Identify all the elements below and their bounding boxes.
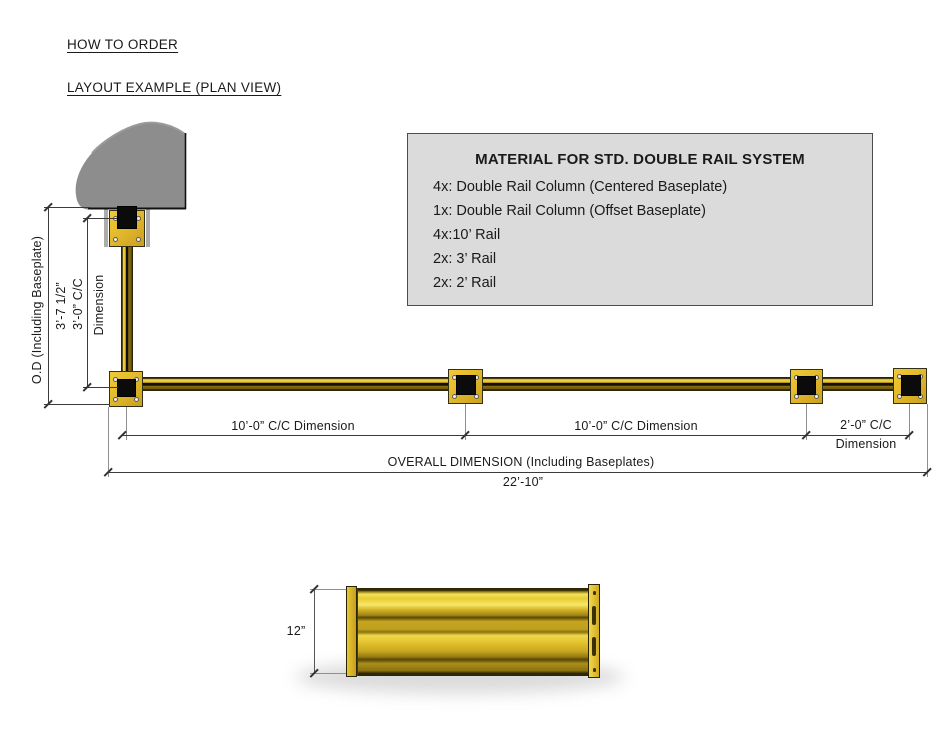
obstruction-shadow bbox=[104, 209, 108, 247]
rail-column-offset bbox=[117, 206, 137, 229]
layout-example-heading: LAYOUT EXAMPLE (PLAN VIEW) bbox=[67, 80, 282, 95]
cc-vertical-label-line1: 3’-0” C/C bbox=[71, 278, 85, 330]
overall-dimension-label: OVERALL DIMENSION (Including Baseplates) bbox=[387, 455, 655, 469]
extension-line bbox=[927, 404, 928, 477]
material-item: 1x: Double Rail Column (Offset Baseplate) bbox=[433, 203, 706, 219]
extension-line bbox=[310, 673, 348, 674]
rail-section-body bbox=[357, 588, 588, 676]
od-value: 3’-7 1/2” bbox=[54, 282, 68, 330]
rail-column-corner bbox=[117, 379, 136, 397]
overall-dimension-value: 22’-10” bbox=[502, 475, 544, 489]
material-item: 2x: 3’ Rail bbox=[433, 251, 497, 267]
rail-height-dimension-line bbox=[314, 589, 315, 673]
mounting-slot bbox=[592, 637, 596, 656]
mounting-slot bbox=[592, 606, 596, 625]
material-list-title: MATERIAL FOR STD. DOUBLE RAIL SYSTEM bbox=[475, 151, 805, 168]
extension-line bbox=[44, 404, 110, 405]
rivet bbox=[593, 668, 596, 672]
rail-column-end bbox=[901, 375, 921, 396]
bolt-hole bbox=[134, 397, 139, 402]
overall-dimension-line bbox=[108, 472, 927, 473]
rail-column-third bbox=[797, 376, 816, 395]
obstruction-shadow bbox=[146, 209, 150, 247]
rail-height-label: 12” bbox=[286, 624, 306, 638]
material-item: 2x: 2’ Rail bbox=[433, 275, 497, 291]
cc-span1-label: 10’-0” C/C Dimension bbox=[231, 419, 355, 433]
obstruction-shape bbox=[66, 118, 196, 213]
bolt-hole bbox=[113, 237, 118, 242]
cc-span3-label-line2: Dimension bbox=[835, 437, 897, 451]
rivet bbox=[593, 591, 596, 595]
od-label: O.D (Including Baseplate) bbox=[30, 235, 44, 385]
material-list-box bbox=[407, 133, 873, 306]
bolt-hole bbox=[136, 237, 141, 242]
cc-dimension-line bbox=[122, 435, 909, 436]
extension-line bbox=[108, 407, 109, 477]
extension-line bbox=[83, 218, 117, 219]
cc-span2-label: 10’-0” C/C Dimension bbox=[574, 419, 698, 433]
bolt-hole bbox=[113, 397, 118, 402]
extension-line bbox=[310, 589, 348, 590]
how-to-order-heading: HOW TO ORDER bbox=[67, 37, 179, 52]
cc-span3-label-line1: 2’-0” C/C bbox=[840, 418, 892, 432]
od-dimension-line bbox=[48, 207, 49, 404]
cc-vertical-label-line2: Dimension bbox=[92, 274, 106, 336]
cc-vertical-dimension-line bbox=[87, 218, 88, 387]
extension-line bbox=[44, 207, 90, 208]
rail-column-middle bbox=[456, 375, 476, 395]
rail-section-left-bracket bbox=[346, 586, 357, 677]
rail-section-right-bracket bbox=[588, 584, 600, 678]
material-item: 4x:10’ Rail bbox=[433, 227, 501, 243]
extension-line bbox=[83, 387, 118, 388]
material-item: 4x: Double Rail Column (Centered Baseplate) bbox=[433, 179, 728, 195]
